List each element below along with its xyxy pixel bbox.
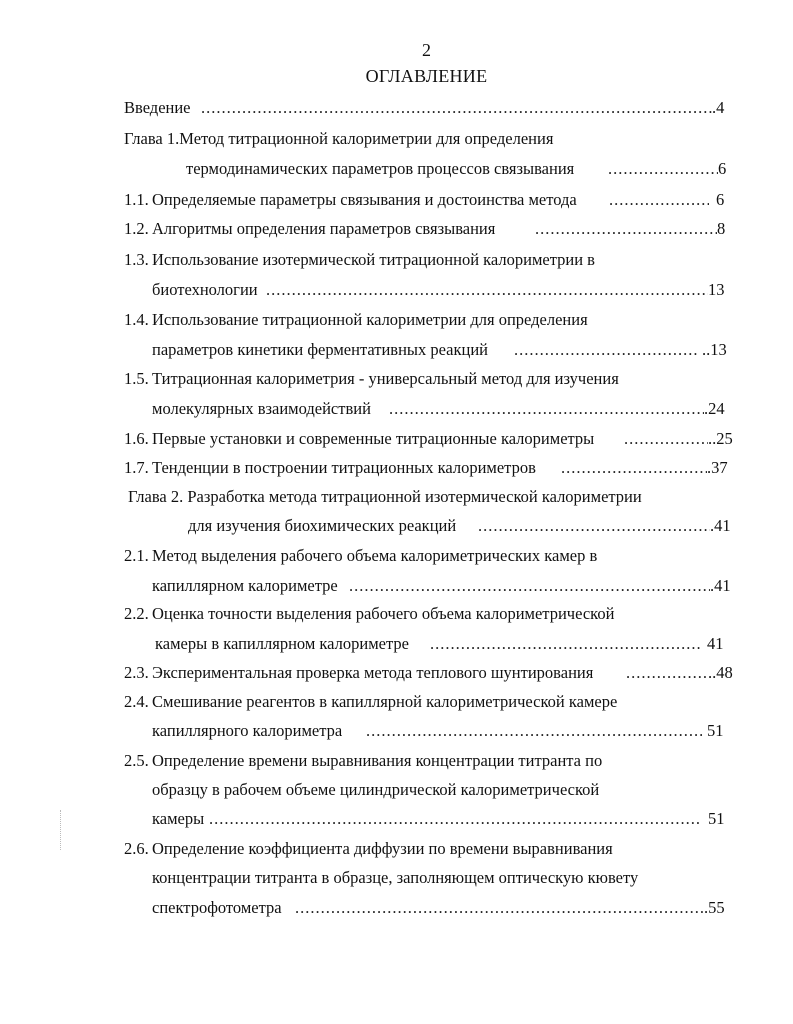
toc-leader	[535, 218, 717, 240]
toc-page: .24	[704, 399, 725, 418]
toc-entry-chapter-1[interactable]: Глава 1.Метод титрационной калориметрии для определения	[124, 129, 554, 148]
toc-leader	[430, 633, 702, 655]
toc-entry-1-3-cont: биотехнологии	[152, 280, 258, 299]
toc-page: 41	[707, 634, 724, 653]
toc-entry-2-1-cont: капиллярном калориметре	[152, 576, 338, 595]
toc-entry-2-4-cont: капиллярного калориметра	[152, 721, 343, 740]
toc-page: 51	[708, 809, 725, 828]
toc-entry-1-2[interactable]: Алгоритмы определения параметров связывания	[152, 219, 496, 238]
toc-num: 2.5.	[124, 751, 149, 770]
toc-entry-2-6-cont: концентрации титранта в образце, заполняющем оптическую кювету	[152, 868, 639, 887]
toc-num: 1.7.	[124, 458, 149, 477]
toc-num: 2.3.	[124, 663, 149, 682]
toc-entry-2-2-cont: камеры в капиллярном калориметре	[155, 634, 409, 653]
toc-leader	[609, 189, 709, 211]
toc-entry-intro[interactable]: Введение	[124, 98, 191, 117]
toc-num: 1.4.	[124, 310, 149, 329]
toc-num: 2.1.	[124, 546, 149, 565]
toc-leader	[201, 97, 712, 119]
toc-leader	[295, 897, 703, 919]
toc-page: .4	[712, 98, 725, 117]
toc-entry-1-4[interactable]: Использование титрационной калориметрии для определения	[152, 310, 588, 329]
toc-page: .37	[707, 458, 728, 477]
toc-title: ОГЛАВЛЕНИЕ	[365, 66, 488, 86]
toc-leader	[349, 575, 710, 597]
toc-entry-2-2[interactable]: Оценка точности выделения рабочего объема калориметрической	[152, 604, 615, 623]
toc-entry-1-6[interactable]: Первые установки и современные титрационные калориметры	[152, 429, 595, 448]
toc-num: 2.4.	[124, 692, 149, 711]
toc-entry-1-1[interactable]: Определяемые параметры связывания и достоинства метода	[152, 190, 577, 209]
page-number: 2	[422, 40, 431, 60]
toc-num: 2.2.	[124, 604, 149, 623]
toc-num: 1.2.	[124, 219, 149, 238]
toc-leader	[209, 808, 701, 830]
toc-entry-2-1[interactable]: Метод выделения рабочего объема калориметрических камер в	[152, 546, 598, 565]
toc-page: ..25	[708, 429, 733, 448]
toc-entry-1-3[interactable]: Использование изотермической титрационной калориметрии в	[152, 250, 595, 269]
toc-entry-2-3[interactable]: Экспериментальная проверка метода теплового шунтирования	[152, 663, 594, 682]
toc-entry-2-5-cont: образцу в рабочем объеме цилиндрической калориметрической	[152, 780, 600, 799]
toc-page: 51	[707, 721, 724, 740]
toc-entry-chapter-2[interactable]: Глава 2. Разработка метода титрационной изотермической калориметрии	[128, 487, 642, 506]
toc-page: .41	[710, 576, 731, 595]
toc-num: 1.1.	[124, 190, 149, 209]
toc-page: 8	[717, 219, 726, 238]
toc-page: 13	[708, 280, 725, 299]
toc-page: 6	[718, 159, 727, 178]
scan-artifact	[60, 810, 63, 850]
toc-page: ..48	[708, 663, 733, 682]
toc-entry-2-6[interactable]: Определение коэффициента диффузии по времени выравнивания	[152, 839, 613, 858]
toc-page: ..13	[702, 340, 727, 359]
toc-leader	[626, 662, 708, 684]
toc-leader	[608, 158, 718, 180]
toc-page: .55	[704, 898, 725, 917]
toc-entry-1-5-cont: молекулярных взаимодействий	[152, 399, 371, 418]
toc-entry-1-5[interactable]: Титрационная калориметрия - универсальный метод для изучения	[152, 369, 619, 388]
toc-leader	[624, 428, 708, 450]
toc-leader	[514, 339, 698, 361]
toc-page: .41	[710, 516, 731, 535]
toc-entry-2-5-cont2: камеры	[152, 809, 205, 828]
toc-page: 6	[716, 190, 725, 209]
toc-entry-1-7[interactable]: Тенденции в построении титрационных калориметров	[152, 458, 536, 477]
toc-entry-chapter-1-cont: термодинамических параметров процессов связывания	[186, 159, 575, 178]
toc-leader	[389, 398, 704, 420]
toc-entry-2-5[interactable]: Определение времени выравнивания концентрации титранта по	[152, 751, 603, 770]
toc-leader	[366, 720, 702, 742]
toc-entry-1-4-cont: параметров кинетики ферментативных реакций	[152, 340, 488, 359]
toc-leader	[561, 457, 707, 479]
toc-entry-2-4[interactable]: Смешивание реагентов в капиллярной калориметрической камере	[152, 692, 618, 711]
toc-leader	[266, 279, 708, 301]
toc-entry-chapter-2-cont: для изучения биохимических реакций	[188, 516, 457, 535]
toc-num: 1.3.	[124, 250, 149, 269]
toc-leader	[478, 515, 710, 537]
toc-num: 1.6.	[124, 429, 149, 448]
toc-num: 2.6.	[124, 839, 149, 858]
toc-num: 1.5.	[124, 369, 149, 388]
toc-entry-2-6-cont2: спектрофотометра	[152, 898, 282, 917]
